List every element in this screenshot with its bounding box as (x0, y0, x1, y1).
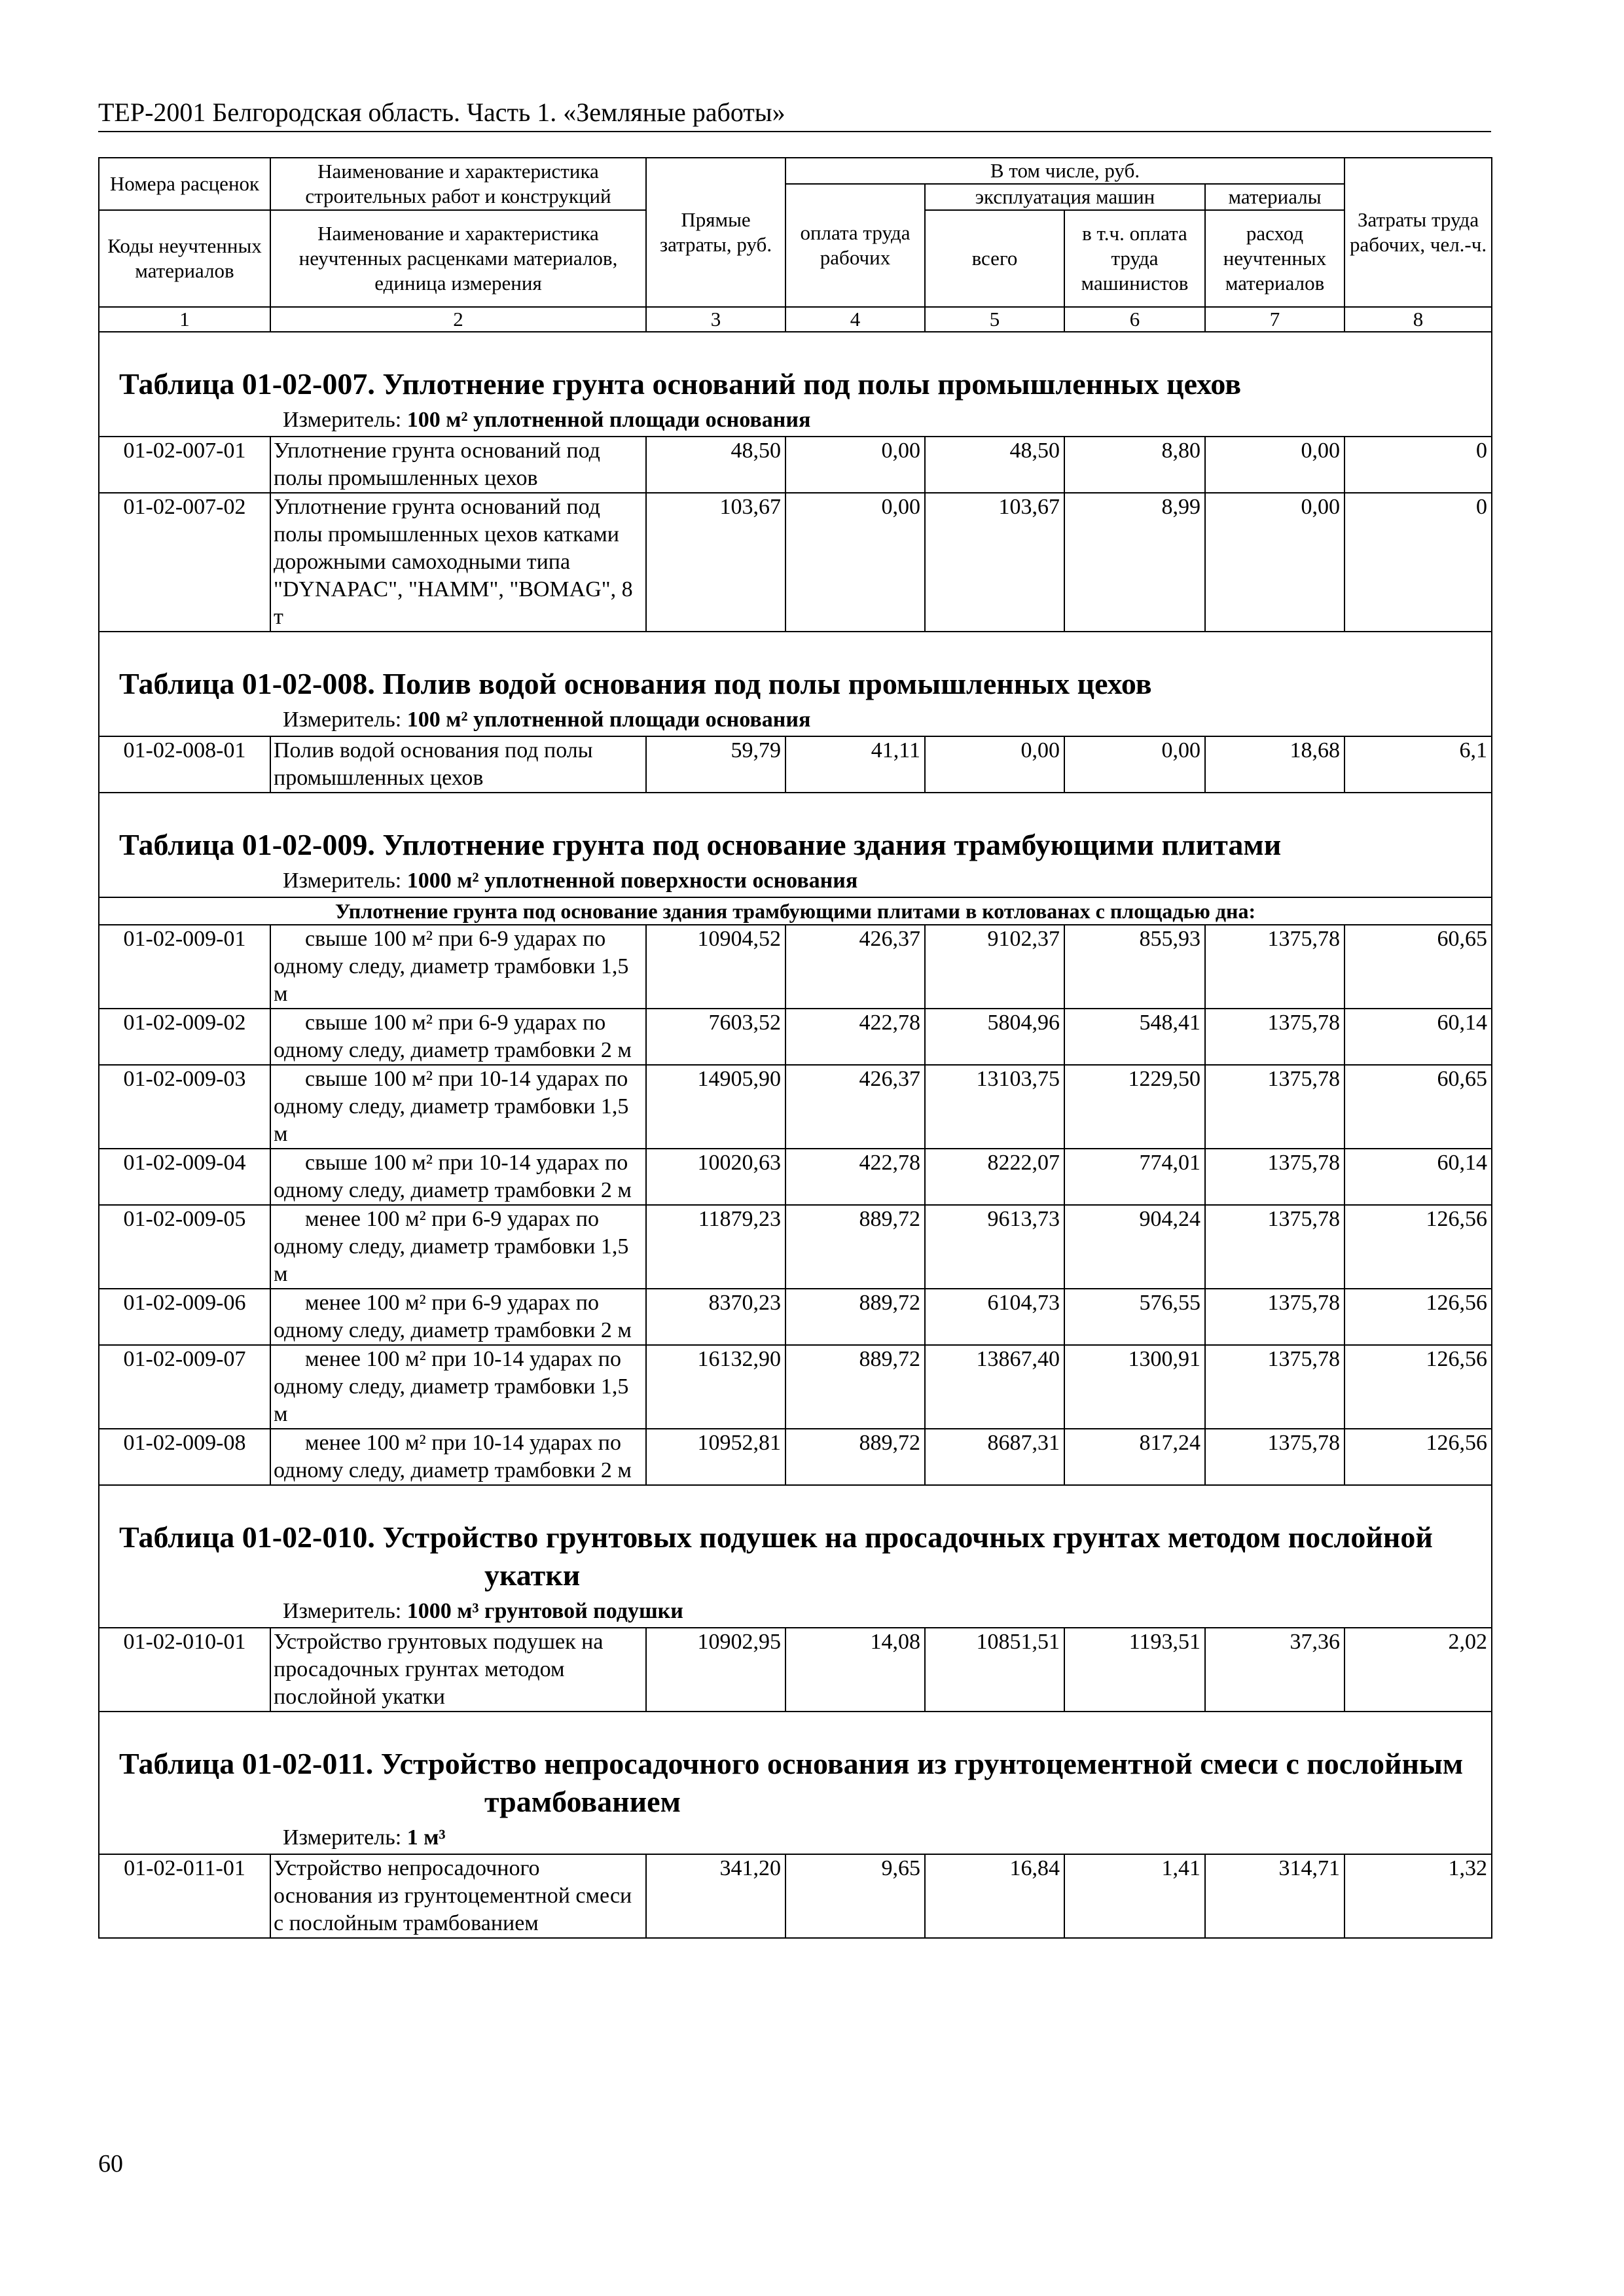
worker-wages: 0,00 (785, 493, 925, 632)
col-header-labor: Затраты труда рабочих, чел.-ч. (1344, 158, 1492, 307)
worker-wages: 422,78 (785, 1009, 925, 1065)
table-row (99, 736, 1492, 793)
col-header-materials: материалы (1205, 184, 1344, 210)
section-title: Таблица 01-02-011. Устройство непросадочного основания из грунтоцементной смеси с послойным трамбованием (119, 1747, 1464, 1818)
machines-total: 10851,51 (925, 1628, 1064, 1712)
rate-code: 01-02-009-02 (99, 1009, 270, 1065)
rate-name: менее 100 м² при 6-9 ударах по одному следу, диаметр трамбовки 2 м (270, 1289, 646, 1345)
table-row (99, 1345, 1492, 1429)
labor-hours: 126,56 (1344, 1205, 1492, 1289)
machinist-wages: 817,24 (1064, 1429, 1205, 1485)
section-header (99, 632, 1492, 736)
unit-label: Измеритель: (283, 708, 402, 732)
machinist-wages: 8,99 (1064, 493, 1205, 632)
labor-hours: 126,56 (1344, 1289, 1492, 1345)
worker-wages: 422,78 (785, 1149, 925, 1205)
col-header-name-bottom: Наименование и характеристика неучтенных расценками материалов, единица измерения (270, 210, 646, 307)
rate-code: 01-02-011-01 (99, 1854, 270, 1938)
page-header: ТЕР-2001 Белгородская область. Часть 1. «Земляные работы» (98, 98, 785, 127)
col-header-wages: оплата труда рабочих (785, 184, 925, 307)
machines-total: 8222,07 (925, 1149, 1064, 1205)
labor-hours: 126,56 (1344, 1429, 1492, 1485)
machinist-wages: 855,93 (1064, 925, 1205, 1009)
direct-costs: 341,20 (646, 1854, 785, 1938)
materials: 1375,78 (1205, 1009, 1344, 1065)
unit-value: 1 м³ (406, 1825, 446, 1850)
col-header-codes-bottom: Коды неучтенных материалов (99, 210, 270, 307)
rate-name: Уплотнение грунта оснований под полы промышленных цехов катками дорожными самоходными типа "DYNAPAC", "HAMM", "BOMAG", 8 т (270, 493, 646, 632)
unit-value: 100 м² уплотненной площади основания (406, 708, 811, 732)
worker-wages: 14,08 (785, 1628, 925, 1712)
unit-label: Измеритель: (283, 408, 402, 432)
rate-name: менее 100 м² при 6-9 ударах по одному следу, диаметр трамбовки 1,5 м (270, 1205, 646, 1289)
direct-costs: 16132,90 (646, 1345, 785, 1429)
column-number: 1 (99, 307, 270, 332)
table-row (99, 1429, 1492, 1485)
section-unit (99, 703, 1491, 736)
rate-name: свыше 100 м² при 10-14 ударах по одному следу, диаметр трамбовки 2 м (270, 1149, 646, 1205)
section-title: Таблица 01-02-010. Устройство грунтовых подушек на просадочных грунтах методом послойной укатки (119, 1520, 1433, 1592)
machinist-wages: 1193,51 (1064, 1628, 1205, 1712)
labor-hours: 60,65 (1344, 1065, 1492, 1149)
unit-label: Измеритель: (283, 1599, 402, 1623)
rate-code: 01-02-008-01 (99, 736, 270, 793)
col-header-machines: эксплуатация машин (925, 184, 1205, 210)
unit-value: 1000 м² уплотненной поверхности основания (406, 869, 858, 893)
column-number: 2 (270, 307, 646, 332)
direct-costs: 10020,63 (646, 1149, 785, 1205)
unit-value: 1000 м³ грунтовой подушки (406, 1599, 683, 1623)
machines-total: 8687,31 (925, 1429, 1064, 1485)
worker-wages: 0,00 (785, 437, 925, 493)
materials: 1375,78 (1205, 1065, 1344, 1149)
materials: 0,00 (1205, 493, 1344, 632)
worker-wages: 889,72 (785, 1429, 925, 1485)
column-number: 5 (925, 307, 1064, 332)
materials: 0,00 (1205, 437, 1344, 493)
subheading: Уплотнение грунта под основание здания трамбующими плитами в котлованах с площадью дна: (99, 897, 1492, 925)
worker-wages: 426,37 (785, 1065, 925, 1149)
machines-total: 0,00 (925, 736, 1064, 793)
machinist-wages: 1300,91 (1064, 1345, 1205, 1429)
direct-costs: 59,79 (646, 736, 785, 793)
rate-name: менее 100 м² при 10-14 ударах по одному следу, диаметр трамбовки 2 м (270, 1429, 646, 1485)
rate-name: Уплотнение грунта оснований под полы промышленных цехов (270, 437, 646, 493)
unit-label: Измеритель: (283, 1825, 402, 1850)
machinist-wages: 548,41 (1064, 1009, 1205, 1065)
rate-code: 01-02-010-01 (99, 1628, 270, 1712)
col-header-machinist-wages: в т.ч. оплата труда машинистов (1064, 210, 1205, 307)
rate-code: 01-02-009-07 (99, 1345, 270, 1429)
col-header-machines-total: всего (925, 210, 1064, 307)
col-header-unaccounted-materials: расход неучтенных материалов (1205, 210, 1344, 307)
section-unit (99, 1821, 1491, 1854)
rate-code: 01-02-009-04 (99, 1149, 270, 1205)
worker-wages: 41,11 (785, 736, 925, 793)
materials: 1375,78 (1205, 925, 1344, 1009)
labor-hours: 60,65 (1344, 925, 1492, 1009)
machinist-wages: 0,00 (1064, 736, 1205, 793)
section-header (99, 1712, 1492, 1854)
header-rule (98, 131, 1491, 132)
rate-name: Устройство грунтовых подушек на просадочных грунтах методом послойной укатки (270, 1628, 646, 1712)
section-unit (99, 1594, 1491, 1627)
rate-name: Устройство непросадочного основания из грунтоцементной смеси с послойным трамбованием (270, 1854, 646, 1938)
materials: 314,71 (1205, 1854, 1344, 1938)
labor-hours: 60,14 (1344, 1149, 1492, 1205)
rate-code: 01-02-009-05 (99, 1205, 270, 1289)
table-row (99, 1628, 1492, 1712)
materials: 37,36 (1205, 1628, 1344, 1712)
direct-costs: 10904,52 (646, 925, 785, 1009)
direct-costs: 103,67 (646, 493, 785, 632)
materials: 18,68 (1205, 736, 1344, 793)
rate-name: свыше 100 м² при 6-9 ударах по одному следу, диаметр трамбовки 2 м (270, 1009, 646, 1065)
labor-hours: 2,02 (1344, 1628, 1492, 1712)
column-number: 8 (1344, 307, 1492, 332)
labor-hours: 6,1 (1344, 736, 1492, 793)
direct-costs: 7603,52 (646, 1009, 785, 1065)
materials: 1375,78 (1205, 1345, 1344, 1429)
direct-costs: 10952,81 (646, 1429, 785, 1485)
table-row (99, 437, 1492, 493)
section-title: Таблица 01-02-008. Полив водой основания под полы промышленных цехов (119, 667, 1152, 700)
rate-code: 01-02-007-02 (99, 493, 270, 632)
machines-total: 16,84 (925, 1854, 1064, 1938)
machines-total: 13103,75 (925, 1065, 1064, 1149)
machines-total: 9613,73 (925, 1205, 1064, 1289)
machines-total: 5804,96 (925, 1009, 1064, 1065)
worker-wages: 889,72 (785, 1345, 925, 1429)
machines-total: 103,67 (925, 493, 1064, 632)
machines-total: 13867,40 (925, 1345, 1064, 1429)
header-row-1 (99, 158, 1492, 184)
rate-sheet (98, 157, 1491, 1939)
materials: 1375,78 (1205, 1289, 1344, 1345)
worker-wages: 889,72 (785, 1289, 925, 1345)
machines-total: 48,50 (925, 437, 1064, 493)
labor-hours: 126,56 (1344, 1345, 1492, 1429)
rate-code: 01-02-007-01 (99, 437, 270, 493)
worker-wages: 889,72 (785, 1205, 925, 1289)
materials: 1375,78 (1205, 1429, 1344, 1485)
labor-hours: 0 (1344, 493, 1492, 632)
column-number: 4 (785, 307, 925, 332)
labor-hours: 1,32 (1344, 1854, 1492, 1938)
materials: 1375,78 (1205, 1149, 1344, 1205)
machinist-wages: 1229,50 (1064, 1065, 1205, 1149)
col-header-codes-top: Номера расценок (99, 158, 270, 210)
machines-total: 6104,73 (925, 1289, 1064, 1345)
section-unit (99, 403, 1491, 436)
direct-costs: 48,50 (646, 437, 785, 493)
table-row (99, 1854, 1492, 1938)
column-number: 7 (1205, 307, 1344, 332)
rates-table (98, 157, 1492, 1939)
table-row (99, 925, 1492, 1009)
direct-costs: 11879,23 (646, 1205, 785, 1289)
direct-costs: 8370,23 (646, 1289, 785, 1345)
section-header (99, 793, 1492, 897)
table-row (99, 1065, 1492, 1149)
machinist-wages: 774,01 (1064, 1149, 1205, 1205)
machinist-wages: 1,41 (1064, 1854, 1205, 1938)
col-header-direct-costs: Прямые затраты, руб. (646, 158, 785, 307)
materials: 1375,78 (1205, 1205, 1344, 1289)
section-unit (99, 864, 1491, 897)
column-number: 3 (646, 307, 785, 332)
table-row (99, 493, 1492, 632)
direct-costs: 14905,90 (646, 1065, 785, 1149)
table-row (99, 1009, 1492, 1065)
unit-label: Измеритель: (283, 869, 402, 893)
worker-wages: 9,65 (785, 1854, 925, 1938)
labor-hours: 0 (1344, 437, 1492, 493)
rate-name: Полив водой основания под полы промышленных цехов (270, 736, 646, 793)
rate-name: свыше 100 м² при 6-9 ударах по одному следу, диаметр трамбовки 1,5 м (270, 925, 646, 1009)
subheading-row (99, 897, 1492, 925)
machines-total: 9102,37 (925, 925, 1064, 1009)
rate-code: 01-02-009-01 (99, 925, 270, 1009)
machinist-wages: 904,24 (1064, 1205, 1205, 1289)
table-row (99, 1149, 1492, 1205)
page-number: 60 (98, 2150, 123, 2178)
rate-name: свыше 100 м² при 10-14 ударах по одному следу, диаметр трамбовки 1,5 м (270, 1065, 646, 1149)
labor-hours: 60,14 (1344, 1009, 1492, 1065)
section-title: Таблица 01-02-009. Уплотнение грунта под основание здания трамбующими плитами (119, 828, 1282, 861)
column-number: 6 (1064, 307, 1205, 332)
column-numbers-row (99, 307, 1492, 332)
unit-value: 100 м² уплотненной площади основания (406, 408, 811, 432)
direct-costs: 10902,95 (646, 1628, 785, 1712)
table-row (99, 1205, 1492, 1289)
rate-name: менее 100 м² при 10-14 ударах по одному следу, диаметр трамбовки 1,5 м (270, 1345, 646, 1429)
section-header (99, 332, 1492, 437)
rate-code: 01-02-009-08 (99, 1429, 270, 1485)
col-header-name-top: Наименование и характеристика строительных работ и конструкций (270, 158, 646, 210)
worker-wages: 426,37 (785, 925, 925, 1009)
section-title: Таблица 01-02-007. Уплотнение грунта оснований под полы промышленных цехов (119, 367, 1242, 401)
machinist-wages: 8,80 (1064, 437, 1205, 493)
rate-code: 01-02-009-06 (99, 1289, 270, 1345)
section-header (99, 1485, 1492, 1628)
table-row (99, 1289, 1492, 1345)
col-header-group: В том числе, руб. (785, 158, 1344, 184)
rate-code: 01-02-009-03 (99, 1065, 270, 1149)
machinist-wages: 576,55 (1064, 1289, 1205, 1345)
